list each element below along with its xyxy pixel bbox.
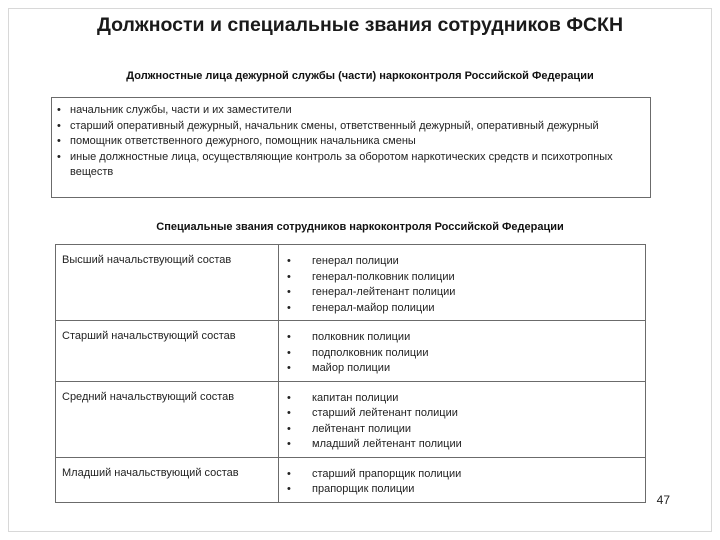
rank-item [287, 254, 639, 270]
bullet-icon: • [287, 422, 291, 435]
rank-title: генерал-полковник полиции [312, 270, 455, 283]
positions-heading: Должностные лица дежурной службы (части) наркоконтроля Российской Федерации [126, 70, 594, 82]
bullet-icon: • [287, 391, 291, 404]
rank-title: генерал-лейтенант полиции [312, 286, 456, 298]
rank-list-cell [279, 245, 646, 321]
rank-group-cell: Средний начальствующий состав [56, 381, 279, 457]
positions-list [57, 103, 642, 181]
list-item-text: старший оперативный дежурный, начальник смены, ответственный дежурный, оперативный дежурный [70, 119, 599, 132]
rank-title: майор полиции [312, 362, 391, 374]
bullet-icon: • [57, 119, 61, 132]
bullet-icon: • [287, 286, 291, 298]
list-item [57, 103, 642, 119]
bullet-icon: • [287, 407, 291, 419]
positions-box [51, 97, 651, 198]
ranks-table [55, 244, 646, 503]
rank-title: генерал полиции [312, 255, 399, 267]
page-number: 47 [656, 493, 670, 507]
rank-list-cell [279, 457, 646, 502]
rank-title: младший лейтенант полиции [312, 438, 462, 450]
rank-group-cell: Высший начальствующий состав [56, 245, 279, 321]
rank-item [287, 330, 639, 346]
table-row [56, 457, 646, 502]
list-item [57, 119, 642, 135]
rank-title: подполковник полиции [312, 346, 429, 359]
rank-item [287, 467, 639, 483]
rank-group-cell: Младший начальствующий состав [56, 457, 279, 502]
table-row [56, 321, 646, 382]
rank-item [287, 301, 639, 317]
bullet-icon: • [287, 467, 291, 480]
rank-item [287, 391, 639, 407]
list-item-text: иные должностные лица, осуществляющие контроль за оборотом наркотических средств и психотропных веществ [70, 150, 613, 178]
rank-title: лейтенант полиции [312, 422, 412, 435]
rank-title: старший прапорщик полиции [312, 467, 462, 480]
table-row [56, 245, 646, 321]
bullet-icon: • [287, 438, 291, 450]
rank-item [287, 406, 639, 422]
bullet-icon: • [287, 362, 291, 374]
bullet-icon: • [287, 255, 291, 267]
bullet-icon: • [287, 301, 291, 314]
list-item [57, 150, 642, 181]
rank-item [287, 361, 639, 377]
rank-group-cell: Старший начальствующий состав [56, 321, 279, 382]
bullet-icon: • [57, 135, 61, 147]
rank-item [287, 285, 639, 301]
bullet-icon: • [287, 346, 291, 359]
table-row [56, 381, 646, 457]
list-item [57, 134, 642, 150]
ranks-heading: Специальные звания сотрудников наркоконтроля Российской Федерации [156, 221, 564, 233]
bullet-icon: • [287, 270, 291, 283]
rank-list-cell [279, 381, 646, 457]
rank-item [287, 482, 639, 498]
bullet-icon: • [287, 483, 291, 495]
bullet-icon: • [57, 150, 61, 163]
bullet-icon: • [57, 104, 61, 116]
rank-title: полковник полиции [312, 331, 411, 343]
page-title: Должности и специальные звания сотрудников ФСКН [96, 14, 624, 36]
rank-title: старший лейтенант полиции [312, 407, 458, 419]
rank-item [287, 422, 639, 438]
bullet-icon: • [287, 331, 291, 343]
rank-item [287, 270, 639, 286]
rank-title: генерал-майор полиции [312, 301, 435, 314]
rank-item [287, 437, 639, 453]
rank-list-cell [279, 321, 646, 382]
rank-title: капитан полиции [312, 391, 399, 404]
rank-item [287, 346, 639, 362]
list-item-text: начальник службы, части и их заместители [70, 104, 292, 116]
rank-title: прапорщик полиции [312, 483, 415, 495]
list-item-text: помощник ответственного дежурного, помощник начальника смены [70, 135, 416, 147]
